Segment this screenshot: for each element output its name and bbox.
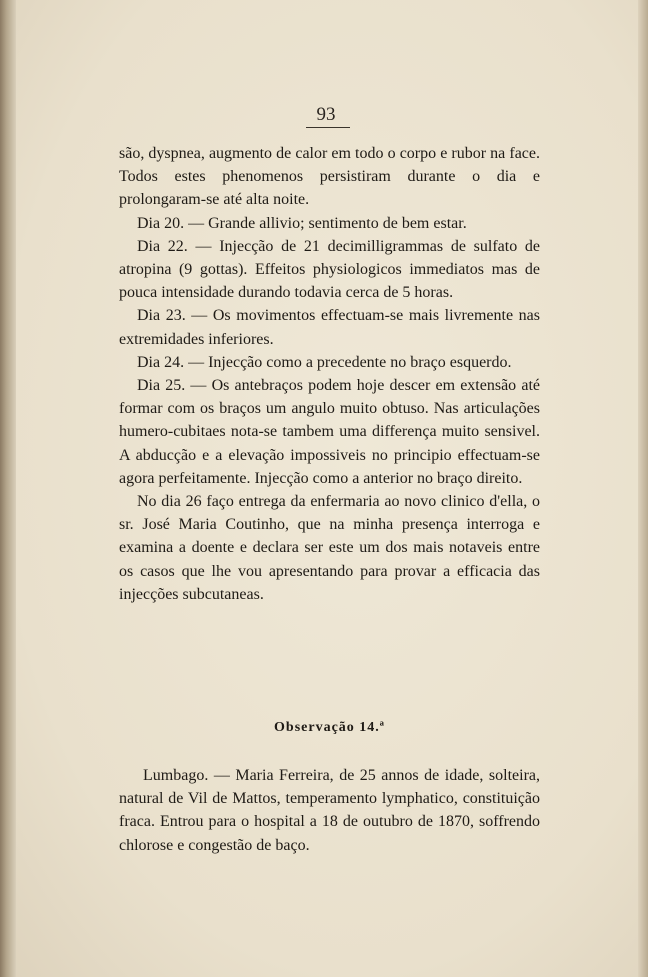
paragraph: Dia 20. — Grande allivio; sentimento de bem estar. (137, 214, 467, 232)
case-paragraph (119, 764, 540, 857)
paragraph: No dia 26 faço entrega da enfermaria ao novo clinico d'ella, o sr. José Maria Coutinho, que na minha presença interroga e examina a doente e declara ser este um dos mais notaveis entre os casos que lhe vou apresentando para provar a efficacia das injecções subcutaneas. (119, 493, 540, 603)
case-text (119, 764, 540, 857)
paragraph: Dia 24. — Injecção como a precedente no braço esquerdo. (137, 353, 512, 371)
body-text (119, 142, 540, 606)
case-description: — Maria Ferreira, de 25 annos de idade, solteira, natural de Vil de Mattos, temperamento lymphatico, constituição fraca. Entrou para o hospital a 18 de outubro de 1870, soffrendo chlorose e congestão de baço. (119, 767, 540, 854)
paragraph: Dia 22. — Injecção de 21 decimilligrammas de sulfato de atropina (9 gottas). Effeitos physiologicos immediatos mas de pouca intensidade durando todavia cerca de 5 horas. (119, 237, 540, 302)
paragraph: Dia 25. — Os antebraços podem hoje descer em extensão até formar com os braços um angulo muito obtuso. Nas articulações humero-cubitaes nota-se tambem uma differença muito sensivel. A abducção e a elevação impossiveis no principio effectuam-se agora perfeitamente. Injecção como a anterior no braço direito. (119, 377, 540, 487)
case-label: Lumbago. (143, 767, 209, 784)
page-number: 93 (316, 104, 336, 125)
page-number-rule (306, 127, 350, 128)
paragraph: Dia 23. — Os movimentos effectuam-se mais livremente nas extremidades inferiores. (119, 307, 540, 348)
page-edge (638, 0, 648, 977)
section-title: Observação 14.ª (274, 720, 385, 735)
page-gutter-shadow (0, 0, 16, 977)
paragraph: são, dyspnea, augmento de calor em todo o corpo e rubor na face. Todos estes phenomenos persistiram durante o dia e prolongaram-se até alta noite. (119, 145, 540, 209)
